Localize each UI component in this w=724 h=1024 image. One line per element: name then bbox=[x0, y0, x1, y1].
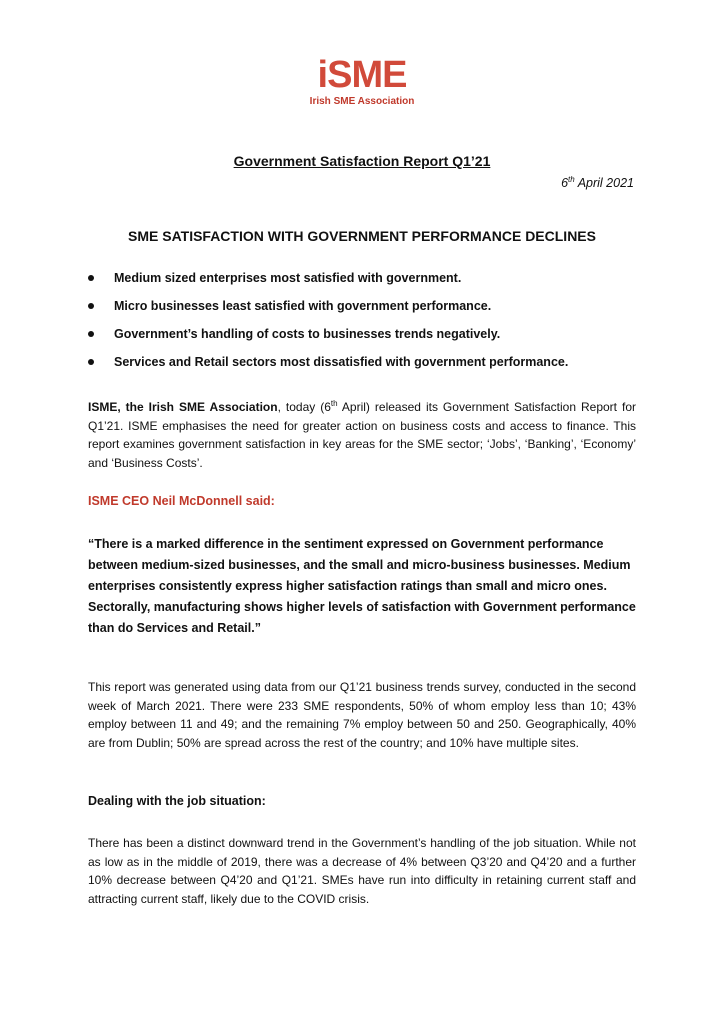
date-day: 6 bbox=[561, 176, 569, 190]
key-finding-item bbox=[88, 270, 648, 298]
key-finding-text: Micro businesses least satisfied with government performance. bbox=[114, 299, 492, 313]
intro-text-b: April) released its Government Satisfaction Report for Q1’21. ISME emphasises the need for greater action on business costs and access to finance. This report examines government satisfaction in key areas for the SME sector; ‘Jobs’, ‘Banking’, ‘Economy’ and ‘Business Costs’. bbox=[88, 400, 636, 470]
survey-paragraph: This report was generated using data from our Q1’21 business trends survey, conducted in the second week of March 2021. There were 233 SME respondents, 50% of whom employ less than 10; 43% employ between 11 and 49; and the remaining 7% employ between 50 and 250. Geographically, 40% are from Dublin; 50% are spread across the rest of the country; and 10% have multiple sites. bbox=[88, 680, 636, 750]
intro-paragraph bbox=[88, 398, 636, 472]
key-findings-list bbox=[88, 270, 648, 382]
key-finding-text: Services and Retail sectors most dissatisfied with government performance. bbox=[114, 355, 569, 369]
logo-tagline: Irish SME Association bbox=[309, 96, 415, 107]
key-finding-item bbox=[88, 354, 648, 382]
bullet-dot-icon bbox=[88, 359, 94, 365]
key-finding-text: Medium sized enterprises most satisfied with government. bbox=[114, 271, 462, 285]
press-headline: SME SATISFACTION WITH GOVERNMENT PERFORMANCE DECLINES bbox=[128, 228, 596, 244]
key-finding-item bbox=[88, 326, 648, 354]
report-title: Government Satisfaction Report Q1’21 bbox=[233, 153, 491, 169]
section-heading-jobs: Dealing with the job situation: bbox=[88, 794, 266, 808]
logo-wordmark: iSME bbox=[317, 54, 407, 96]
ceo-quote: “There is a marked difference in the sentiment expressed on Government performance between medium-sized businesses, and the small and micro-business businesses. Medium enterprises consistently express higher satisfaction ratings than small and micro ones. Sectorally, manufacturing shows higher levels of satisfaction with Government performance than do Services and Retail.” bbox=[88, 537, 636, 635]
intro-org-name: ISME, the Irish SME Association bbox=[88, 400, 278, 414]
intro-text-a: , today (6 bbox=[277, 400, 331, 414]
date-rest: April 2021 bbox=[577, 176, 634, 190]
bullet-dot-icon bbox=[88, 331, 94, 337]
ceo-heading: ISME CEO Neil McDonnell said: bbox=[88, 494, 275, 508]
key-finding-item bbox=[88, 298, 648, 326]
key-finding-text: Government’s handling of costs to businesses trends negatively. bbox=[114, 327, 501, 341]
bullet-dot-icon bbox=[88, 275, 94, 281]
isme-logo bbox=[306, 56, 418, 112]
intro-sup: th bbox=[330, 399, 338, 408]
bullet-dot-icon bbox=[88, 303, 94, 309]
date-suffix: th bbox=[568, 174, 575, 184]
jobs-paragraph: There has been a distinct downward trend in the Government’s handling of the job situation. While not as low as in the middle of 2019, there was a decrease of 4% between Q3’20 and Q4’20 and a further 10% decrease between Q4’20 and Q1’21. SMEs have run into difficulty in retaining current staff and attracting current staff, likely due to the COVID crisis. bbox=[88, 836, 636, 906]
report-date bbox=[561, 176, 634, 190]
